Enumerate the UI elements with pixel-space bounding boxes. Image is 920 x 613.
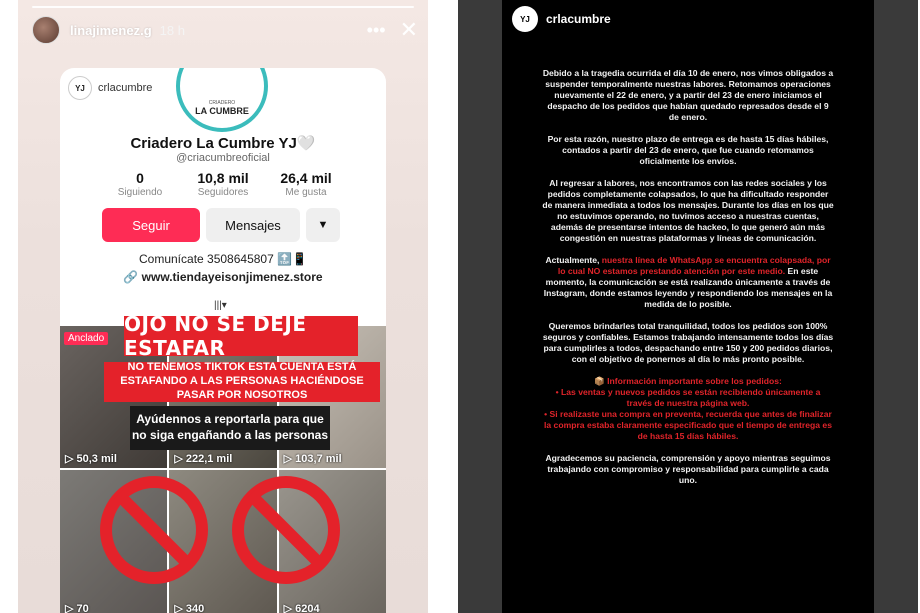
brand-logo [176, 68, 268, 132]
stat-value: 26,4 mil [280, 170, 332, 186]
view-count: ▷ 6204 [283, 603, 320, 613]
highlight-text: nuestra línea de WhatsApp se encuentra colapsada, por lo cual NO estamos prestando atención por este medio. [557, 255, 831, 276]
stat-following [100, 170, 180, 198]
view-count: ▷ 70 [65, 603, 89, 613]
info-title: 📦 Información importante sobre los pedidos: [594, 376, 782, 386]
info-list [542, 387, 834, 442]
paragraph [542, 255, 834, 310]
paragraph: Debido a la tragedia ocurrida el día 10 de enero, nos vimos obligados a suspender temporalmente nuestras labores. Retomamos operaciones nuevamente el 22 de enero, y a partir del 23 de enero iniciamos el despacho de los pedidos que habían quedado represados desde el 9 de enero. [542, 68, 834, 122]
logo-text: LA CUMBRE [195, 106, 249, 116]
paragraph: Por esta razón, nuestro plazo de entrega es de hasta 15 días hábiles, contados a partir del 23 de enero, que fue cuando retomamos oficialmente los envíos. [547, 134, 829, 166]
mini-avatar: YJ [68, 76, 92, 100]
profile-stats [100, 170, 346, 198]
text: En este momento, la comunicación se está realizando únicamente a través de Instagram, donde estamos leyendo y respondiendo los mensajes en la medida de lo posible. [543, 266, 833, 309]
warning-cta-banner: Ayúdennos a reportarla para que no siga engañando a las personas [130, 406, 330, 450]
story-header [32, 14, 418, 46]
story-frame [502, 0, 874, 613]
stat-label: Seguidores [197, 187, 249, 198]
story-username[interactable]: crlacumbre [546, 12, 611, 26]
view-count: ▷ 50,3 mil [65, 453, 117, 465]
stat-value: 0 [136, 170, 144, 186]
profile-handle: @criacumbreoficial [176, 152, 270, 164]
logo-subtext: CRIADERO [208, 100, 236, 106]
mini-header [68, 76, 152, 100]
header-icons [367, 19, 418, 41]
view-count: ▷ 103,7 mil [283, 453, 342, 465]
left-story [18, 0, 428, 613]
stat-label: Me gusta [285, 187, 327, 198]
stat-likes [266, 170, 346, 198]
warning-body-banner: NO TENEMOS TIKTOK ESTA CUENTA ESTÁ ESTAFANDO A LAS PERSONAS HACIÉNDOSE PASAR POR NOSOTROS [104, 362, 380, 402]
story-time: 18 h [159, 22, 185, 38]
view-count: ▷ 340 [174, 603, 205, 613]
story-username[interactable]: linajimenez.g [70, 22, 152, 38]
avatar[interactable] [32, 16, 60, 44]
view-count: ▷ 222,1 mil [174, 453, 233, 465]
contact-text: Comunícate 3508645807 🔝📱 [139, 252, 307, 266]
website-link[interactable]: 🔗 www.tiendayeisonjimenez.store [123, 270, 323, 284]
profile-actions [102, 208, 340, 242]
follow-button[interactable]: Seguir [102, 208, 200, 242]
warning-title-banner: OJO NO SE DEJE ESTAFAR [124, 316, 358, 356]
story-header [512, 6, 611, 32]
more-icon[interactable]: ••• [366, 20, 386, 40]
paragraph: Queremos brindarles total tranquilidad, todos los pedidos son 100% seguros y confiables. Estamos trabajando intensamente todos los días para cumplirles a todos, despachando entre 150 y 200 pedidos diarios, con el objetivo de ponernos al día lo más pronto posible. [542, 321, 834, 364]
stat-label: Siguiendo [117, 187, 163, 198]
text: Actualmente, [545, 255, 602, 265]
stat-value: 10,8 mil [197, 170, 249, 186]
list-item: • Si realizaste una compra en preventa, recuerda que antes de finalizar la compra estaba claramente especificado que el tiempo de entrega es de hasta 15 días hábiles. [543, 409, 832, 441]
avatar[interactable]: YJ [512, 6, 538, 32]
close-icon[interactable]: ✕ [399, 17, 418, 42]
paragraph: Agradecemos su paciencia, comprensión y apoyo mientras seguimos trabajando con compromiso y responsabilidad para cumplirle a cada uno. [545, 453, 831, 485]
videos-tab-icon[interactable]: |||▾ [214, 300, 227, 311]
dropdown-button[interactable]: ▼ [306, 208, 340, 242]
story-progress-bar [32, 6, 414, 8]
paragraph: Al regresar a labores, nos encontramos con las redes sociales y los pedidos completamente colapsados, lo que ha dificultado responder de manera inmediata a todos los mensajes. Durante los días en los que no estuvimos operando, no tuvimos acceso a nuestras cuentas, además de presentarse intentos de hackeo, lo que generó aún más congestión en nuestras plataformas y líneas de comunicación. [542, 178, 834, 243]
prohibited-icon [232, 476, 340, 584]
pinned-badge: Anclado [64, 332, 108, 345]
list-item: • Las ventas y nuevos pedidos se están recibiendo únicamente a través de nuestra página web. [555, 387, 821, 408]
info-section [542, 376, 834, 442]
announcement-text [542, 68, 834, 497]
stat-followers [183, 170, 263, 198]
messages-button[interactable]: Mensajes [206, 208, 300, 242]
prohibited-icon [100, 476, 208, 584]
right-story [458, 0, 918, 613]
mini-username: crlacumbre [98, 82, 153, 94]
profile-name: Criadero La Cumbre YJ🤍 [130, 135, 316, 152]
